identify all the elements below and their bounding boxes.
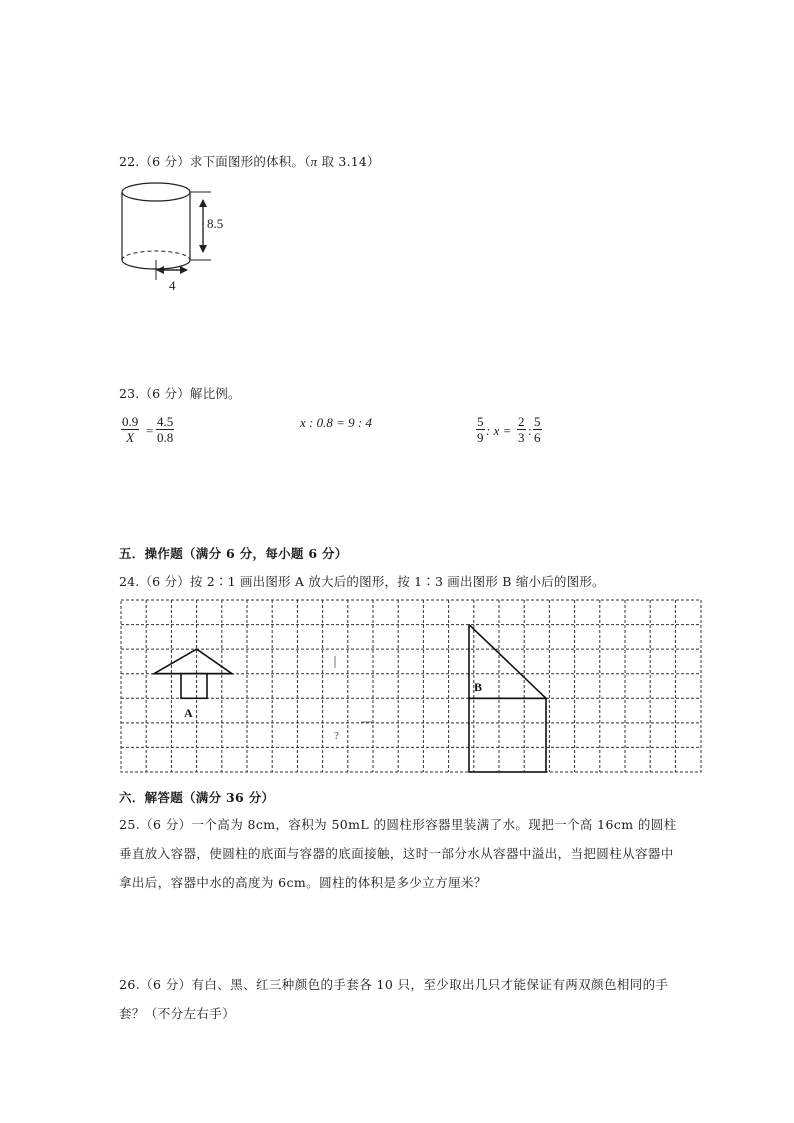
q25-text: 25.（6 分）一个高为 8cm，容积为 50mL 的圆柱形容器里装满了水。现把一个高 16cm 的圆柱垂直放入容器，使圆柱的底面与容器的底面接触，这时一部分水从容器中溢出，当把圆柱从容器中拿出后，容器中水的高度为 6cm。圆柱的体积是多少立方厘米？ <box>119 817 677 890</box>
eq3-frac-3 <box>533 414 542 445</box>
figure-b <box>469 625 546 772</box>
eq3-den2: 3 <box>518 430 525 445</box>
eq3-num1: 5 <box>477 414 484 429</box>
section-6-title: 六．解答题（满分 36 分） <box>119 790 275 805</box>
q22-prompt <box>119 152 380 170</box>
q26-text: 26.（6 分）有白、黑、红三种颜色的手套各 10 只，至少取出几只才能保证有两双颜色相同的手套？（不分左右手） <box>119 977 669 1021</box>
section-5-title: 五．操作题（满分 6 分，每小题 6 分） <box>119 546 348 561</box>
q22-text2: 取 3.14） <box>317 154 380 169</box>
label-a: A <box>184 706 193 720</box>
grid-figure <box>116 596 706 776</box>
cylinder-top <box>122 183 190 201</box>
pi-symbol: π <box>310 154 318 169</box>
stray-mark: ? <box>334 730 339 742</box>
eq3-den3: 6 <box>534 430 541 445</box>
figure-a-square <box>181 674 207 699</box>
eq3-num3: 5 <box>534 414 541 429</box>
eq1-num1: 0.9 <box>122 414 139 429</box>
eq3-den1: 9 <box>477 430 484 445</box>
height-label: 8.5 <box>207 216 224 231</box>
eq1-frac-right <box>156 414 174 445</box>
eq3-mid: : x = <box>486 423 512 438</box>
eq3-num2: 2 <box>518 414 525 429</box>
eq1-den2: 0.8 <box>157 430 174 445</box>
radius-label: 4 <box>169 278 176 293</box>
eq1-den1: X <box>126 430 135 445</box>
eq3-frac-1 <box>476 414 485 445</box>
q22-text: 22.（6 分）求下面图形的体积。（ <box>119 154 311 169</box>
eq1-frac-left <box>121 414 139 445</box>
figure-b-rectangle <box>469 698 546 772</box>
dashed-grid <box>121 600 701 772</box>
eq3-frac-2 <box>517 414 526 445</box>
figure-a-triangle <box>154 649 232 674</box>
eq3-colon: : <box>528 423 532 438</box>
q24-prompt: 24.（6 分）按 2∶1 画出图形 A 放大后的图形，按 1∶3 画出图形 B 缩小后的图形。 <box>119 574 605 589</box>
label-b: B <box>474 680 483 694</box>
eq1-equals: = <box>146 423 154 438</box>
eq1-num2: 4.5 <box>157 414 174 429</box>
equation-2: x : 0.8 = 9 : 4 <box>300 415 372 430</box>
cylinder-figure <box>115 178 235 298</box>
figure-a <box>154 649 232 698</box>
q23-prompt: 23.（6 分）解比例。 <box>119 386 241 401</box>
